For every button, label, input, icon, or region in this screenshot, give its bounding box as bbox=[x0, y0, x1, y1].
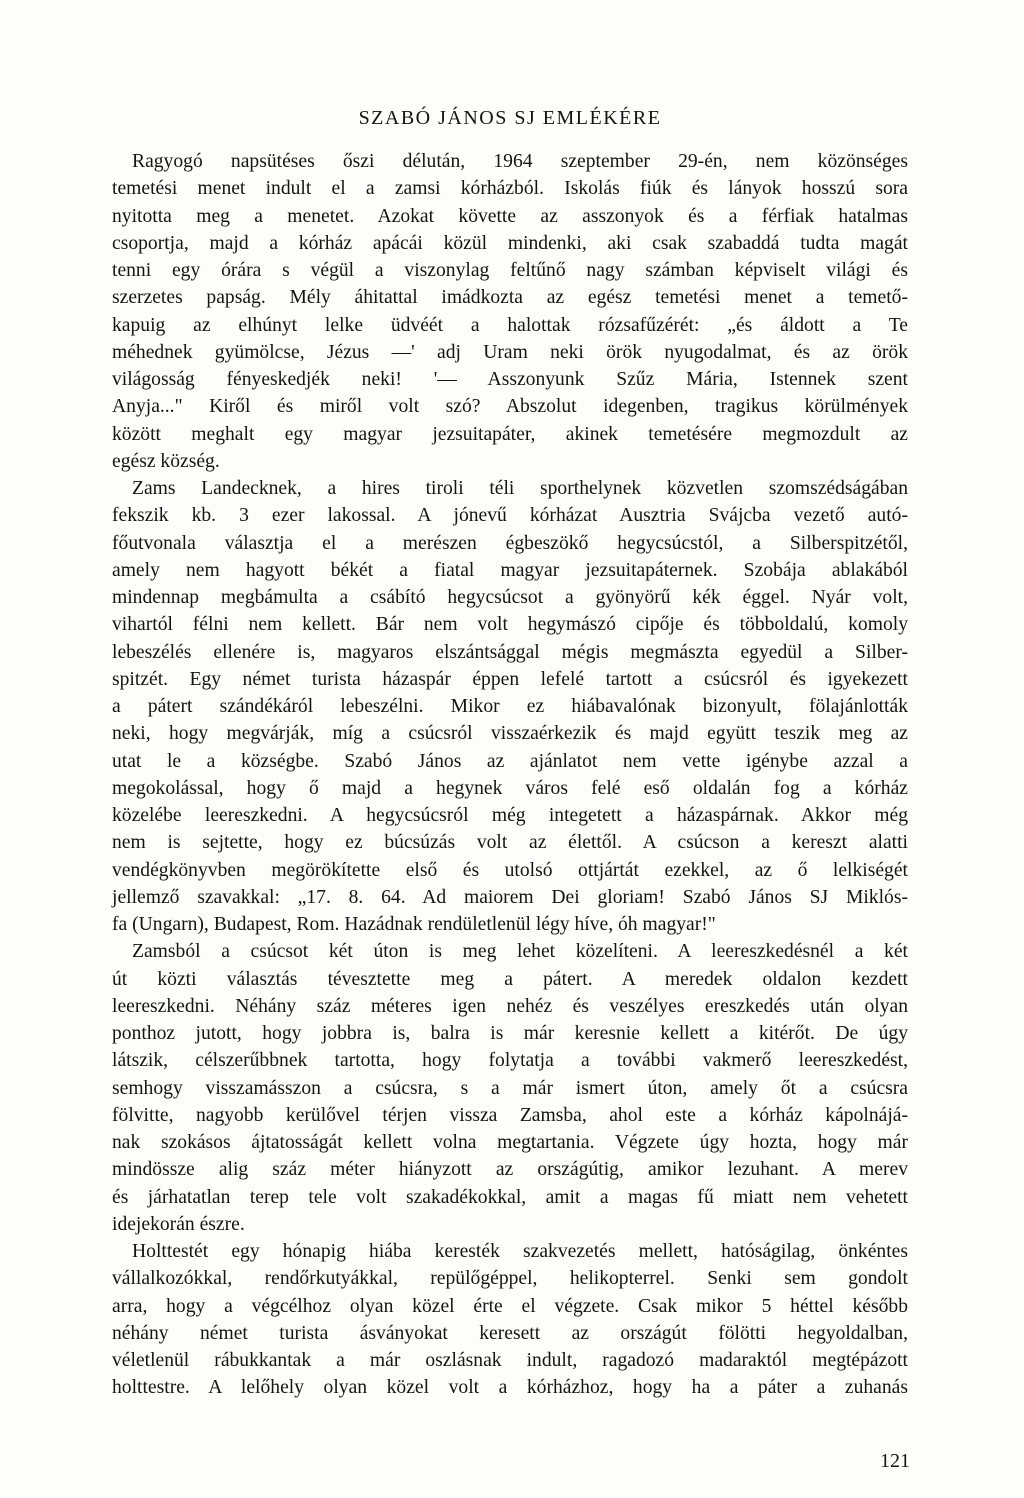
text-line: leereszkedni. Néhány száz méteres igen nehéz és veszélyes ereszkedés után olyan bbox=[112, 995, 908, 1017]
text-line: mindössze alig száz méter hiányzott az országútig, amikor lezuhant. A merev bbox=[112, 1159, 908, 1181]
text-line: vihartól félni nem kellett. Bár nem volt hegymászó cipője és többoldalú, komoly bbox=[112, 614, 908, 636]
paragraph-1 bbox=[112, 148, 908, 475]
text-line: utat le a községbe. Szabó János az ajánlatot nem vette igénybe azzal a bbox=[112, 750, 908, 772]
text-line: néhány német turista ásványokat keresett az országút fölötti hegyoldalban, bbox=[112, 1322, 908, 1344]
text-line: amely nem hagyott békét a fiatal magyar jezsuitapáternek. Szobája ablakából bbox=[112, 559, 908, 581]
text-line: út közti választás tévesztette meg a pátert. A meredek oldalon kezdett bbox=[112, 968, 908, 990]
text-line: nyitotta meg a menetet. Azokat követte az asszonyok és a férfiak hatalmas bbox=[112, 205, 908, 227]
text-line: Zamsból a csúcsot két úton is meg lehet közelíteni. A leereszkedésnél a két bbox=[132, 941, 908, 963]
text-line: kapuig az elhúnyt lelke üdvéét a halottak rózsafűzérét: „és áldott a Te bbox=[112, 314, 908, 336]
text-line: fekszik kb. 3 ezer lakossal. A jónevű kórházat Ausztria Svájcba vezető autó- bbox=[112, 505, 908, 527]
text-line: ponthoz jutott, hogy jobbra is, balra is már keresnie kellett a kitérőt. De úgy bbox=[112, 1023, 908, 1044]
article-title: SZABÓ JÁNOS SJ EMLÉKÉRE bbox=[358, 107, 662, 129]
text-line: mindennap megbámulta a csábító hegycsúcsot a gyönyörű kék éggel. Nyár volt, bbox=[112, 587, 908, 608]
text-line: főutvonala választja el a merészen égbeszökő hegycsúcstól, a Silberspitzétől, bbox=[112, 532, 908, 554]
paragraph-2 bbox=[112, 475, 908, 938]
text-line: a pátert szándékáról lebeszélni. Mikor ez hiábavalónak bizonyult, fölajánlották bbox=[112, 696, 908, 717]
text-line: neki, hogy megvárják, míg a csúcsról visszaérkezik és majd együtt teszik meg az bbox=[112, 723, 908, 745]
text-line: idejekorán észre. bbox=[112, 1213, 245, 1235]
text-line: szerzetes papság. Mély áhitattal imádkozta az egész temetési menet a temető- bbox=[112, 287, 908, 309]
text-line: világosság fényeskedjék neki! '— Asszonyunk Szűz Mária, Istennek szent bbox=[112, 369, 908, 390]
paragraph-3 bbox=[112, 938, 908, 1238]
text-line: Anyja..." Kiről és miről volt szó? Abszolut idegenben, tragikus körülmények bbox=[112, 396, 908, 418]
text-line: megokolással, hogy ő majd a hegynek város felé eső oldalán fog a kórház bbox=[112, 777, 908, 799]
text-line: temetési menet indult el a zamsi kórházból. Iskolás fiúk és lányok hosszú sora bbox=[112, 178, 908, 200]
text-line: közelébe leereszkedni. A hegycsúcsról még integetett a házaspárnak. Akkor még bbox=[112, 805, 908, 826]
text-line: spitzét. Egy német turista házaspár éppen lefelé tartott a csúcsról és igyekezett bbox=[112, 668, 908, 690]
text-line: látszik, célszerűbbnek tartotta, hogy folytatja a további vakmerő leereszkedést, bbox=[112, 1050, 908, 1072]
text-line: csoportja, majd a kórház apácái közül mindenki, aki csak szabaddá tudta magát bbox=[112, 232, 908, 254]
text-line: Holttestét egy hónapig hiába keresték szakvezetés mellett, hatóságilag, önkéntes bbox=[132, 1241, 908, 1262]
text-line: véletlenül rábukkantak a már oszlásnak indult, ragadozó madaraktól megtépázott bbox=[112, 1350, 908, 1371]
text-line: között meghalt egy magyar jezsuitapáter, akinek temetésére megmozdult az bbox=[112, 423, 908, 445]
text-line: és járhatatlan terep tele volt szakadékokkal, amit a magas fű miatt nem vehetett bbox=[112, 1186, 908, 1208]
text-line: fölvitte, nagyobb kerülővel térjen vissza Zamsba, ahol este a kórház kápolnájá- bbox=[112, 1104, 908, 1126]
paragraph-4 bbox=[112, 1238, 908, 1402]
page-number: 121 bbox=[880, 1450, 910, 1472]
text-line: vállalkozókkal, rendőrkutyákkal, repülőgéppel, helikopterrel. Senki sem gondolt bbox=[112, 1268, 908, 1290]
text-line: tenni egy órára s végül a viszonylag feltűnő nagy számban képviselt világi és bbox=[112, 260, 908, 281]
text-line: méhednek gyümölcse, Jézus —' adj Uram neki örök nyugodalmat, és az örök bbox=[112, 341, 908, 363]
article-body bbox=[112, 148, 908, 1402]
text-line: egész község. bbox=[112, 450, 220, 472]
text-line: jellemző szavakkal: „17. 8. 64. Ad maiorem Dei gloriam! Szabó János SJ Miklós- bbox=[112, 886, 908, 908]
text-line: Zams Landecknek, a hires tiroli téli sporthelynek közvetlen szomszédságában bbox=[132, 478, 908, 499]
text-line: holttestre. A lelőhely olyan közel volt a kórházhoz, hogy ha a páter a zuhanás bbox=[112, 1377, 908, 1399]
text-line: Ragyogó napsütéses őszi délután, 1964 szeptember 29-én, nem közönséges bbox=[132, 151, 908, 172]
text-line: fa (Ungarn), Budapest, Rom. Hazádnak rendületlenül légy híve, óh magyar!" bbox=[112, 914, 716, 935]
text-line: vendégkönyvben megörökítette első és utolsó ottjártát ezekkel, az ő lelkiségét bbox=[112, 859, 908, 881]
text-line: arra, hogy a végcélhoz olyan közel érte el végzete. Csak mikor 5 héttel később bbox=[112, 1295, 908, 1317]
text-line: nak szokásos ájtatosságát kellett volna megtartania. Végzete úgy hozta, hogy már bbox=[112, 1132, 908, 1153]
text-line: lebeszélés ellenére is, magyaros elszántsággal mégis megmászta egyedül a Silber- bbox=[112, 641, 908, 663]
text-line: nem is sejtette, hogy ez búcsúzás volt az élettől. A csúcson a kereszt alatti bbox=[112, 832, 908, 854]
text-line: semhogy visszamásszon a csúcsra, s a már ismert úton, amely őt a csúcsra bbox=[112, 1077, 908, 1099]
